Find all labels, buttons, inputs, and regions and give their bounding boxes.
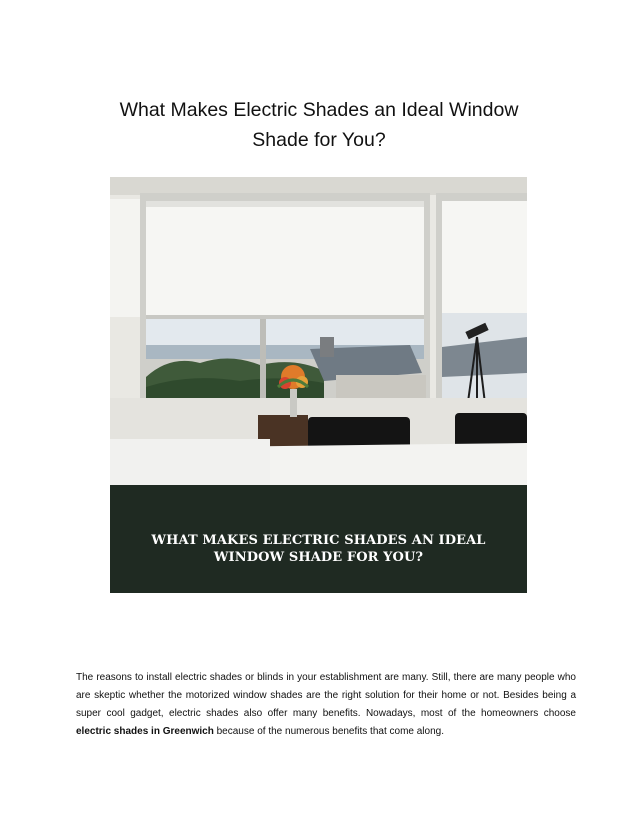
- image-caption: [110, 532, 527, 566]
- paragraph-bold-link-text: electric shades in Greenwich: [76, 726, 214, 737]
- title-line-2: Shade for You?: [252, 129, 386, 151]
- room-with-shades-illustration: [110, 177, 527, 485]
- hero-image: [110, 177, 527, 593]
- document-title: [96, 95, 542, 155]
- caption-line-2: WINDOW SHADE FOR YOU?: [213, 550, 424, 565]
- body-paragraph: [76, 669, 576, 741]
- paragraph-text: The reasons to install electric shades or blinds in your establishment are many. Still, there are many people who are skeptic whether the motorized window shades are the right solution for their home or not. Besides being a super cool gadget, electric shades also offer many benefits. Nowadays, most of the homeowners choose: [76, 672, 576, 719]
- paragraph-text-end: because of the numerous benefits that come along.: [213, 726, 444, 737]
- title-line-1: What Makes Electric Shades an Ideal Window: [119, 99, 519, 121]
- caption-line-1: WHAT MAKES ELECTRIC SHADES AN IDEAL: [151, 533, 486, 548]
